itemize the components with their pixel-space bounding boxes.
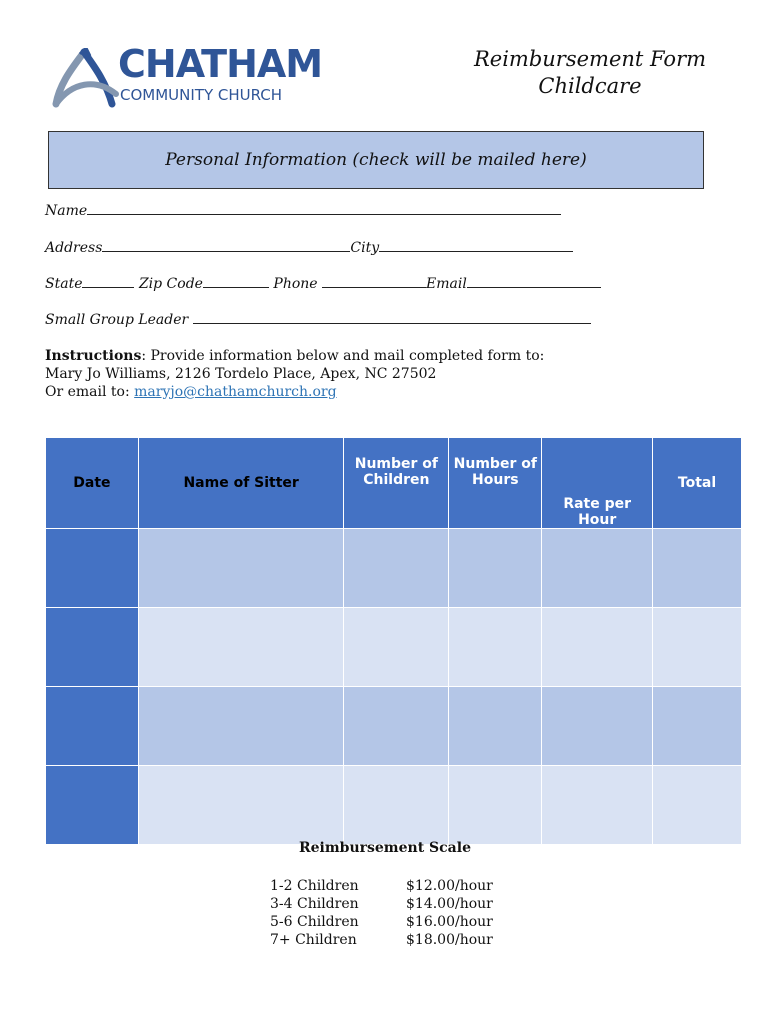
header-total: Total (653, 438, 742, 529)
date-cell[interactable] (46, 608, 139, 687)
rate-cell[interactable] (542, 608, 653, 687)
sitter-cell[interactable] (138, 608, 344, 687)
scale-rate: $16.00/hour (406, 914, 493, 930)
children-cell[interactable] (344, 608, 449, 687)
sitter-cell[interactable] (138, 529, 344, 608)
address-row (45, 237, 573, 256)
scale-rate: $18.00/hour (406, 932, 493, 948)
table-row (46, 608, 742, 687)
church-logo (50, 42, 340, 112)
scale-children: 3-4 Children (270, 896, 359, 912)
city-input-line[interactable] (379, 237, 573, 252)
children-cell[interactable] (344, 529, 449, 608)
total-cell[interactable] (653, 687, 742, 766)
header-number-of-hours: Number of Hours (449, 438, 542, 529)
table-header-row (46, 438, 742, 529)
table-row (46, 529, 742, 608)
email-label: Email (426, 276, 467, 292)
sitter-cell[interactable] (138, 766, 344, 845)
date-cell[interactable] (46, 687, 139, 766)
mailing-address: Mary Jo Williams, 2126 Tordelo Place, Apex, NC 27502 (45, 366, 437, 382)
header-rate-per-hour: Rate per Hour (542, 438, 653, 529)
scale-row (270, 913, 493, 931)
total-cell[interactable] (653, 529, 742, 608)
city-label: City (350, 240, 380, 256)
date-cell[interactable] (46, 766, 139, 845)
logo-name: CHATHAM (118, 42, 323, 86)
header-number-of-children: Number of Children (344, 438, 449, 529)
zip-input-line[interactable] (203, 273, 269, 288)
small-group-leader-input-line[interactable] (193, 309, 591, 324)
hours-cell[interactable] (449, 687, 542, 766)
name-row (45, 200, 561, 219)
phone-input-line[interactable] (322, 273, 426, 288)
state-row (45, 273, 601, 292)
email-prefix: Or email to: (45, 384, 135, 400)
personal-info-header (48, 131, 704, 189)
scale-children: 5-6 Children (270, 914, 359, 930)
small-group-leader-label: Small Group Leader (45, 312, 189, 328)
header-date: Date (46, 438, 139, 529)
total-cell[interactable] (653, 766, 742, 845)
date-cell[interactable] (46, 529, 139, 608)
name-input-line[interactable] (87, 200, 561, 215)
state-input-line[interactable] (82, 273, 134, 288)
table-row (46, 687, 742, 766)
personal-info-header-text: Personal Information (check will be mailed here) (165, 150, 587, 170)
scale-children: 7+ Children (270, 932, 357, 948)
scale-row (270, 931, 493, 949)
trinity-knot-icon (50, 48, 122, 110)
instructions-text: : Provide information below and mail completed form to: (141, 348, 545, 364)
scale-rate: $12.00/hour (406, 878, 493, 894)
rate-cell[interactable] (542, 766, 653, 845)
logo-subtitle: COMMUNITY CHURCH (120, 86, 283, 104)
sitter-cell[interactable] (138, 687, 344, 766)
childcare-table (45, 437, 742, 845)
rate-cell[interactable] (542, 687, 653, 766)
hours-cell[interactable] (449, 608, 542, 687)
instructions (45, 347, 544, 401)
form-title-line1: Reimbursement Form (473, 47, 707, 71)
scale-title: Reimbursement Scale (299, 840, 471, 856)
email-input-line[interactable] (467, 273, 601, 288)
children-cell[interactable] (344, 687, 449, 766)
form-title-line2: Childcare (538, 74, 642, 98)
address-input-line[interactable] (102, 237, 350, 252)
header-name-of-sitter: Name of Sitter (138, 438, 344, 529)
hours-cell[interactable] (449, 766, 542, 845)
scale-children: 1-2 Children (270, 878, 359, 894)
state-label: State (45, 276, 83, 292)
zip-label: Zip Code (138, 276, 203, 292)
rate-cell[interactable] (542, 529, 653, 608)
hours-cell[interactable] (449, 529, 542, 608)
scale-row (270, 877, 493, 895)
scale-rate: $14.00/hour (406, 896, 493, 912)
instructions-label: Instructions (45, 348, 142, 364)
phone-label: Phone (273, 276, 318, 292)
table-row (46, 766, 742, 845)
scale-list (270, 877, 493, 949)
form-title (450, 46, 730, 100)
scale-row (270, 895, 493, 913)
name-label: Name (45, 203, 88, 219)
address-label: Address (45, 240, 103, 256)
total-cell[interactable] (653, 608, 742, 687)
children-cell[interactable] (344, 766, 449, 845)
small-group-row (45, 309, 591, 328)
email-link[interactable]: maryjo@chathamchurch.org (134, 384, 337, 400)
